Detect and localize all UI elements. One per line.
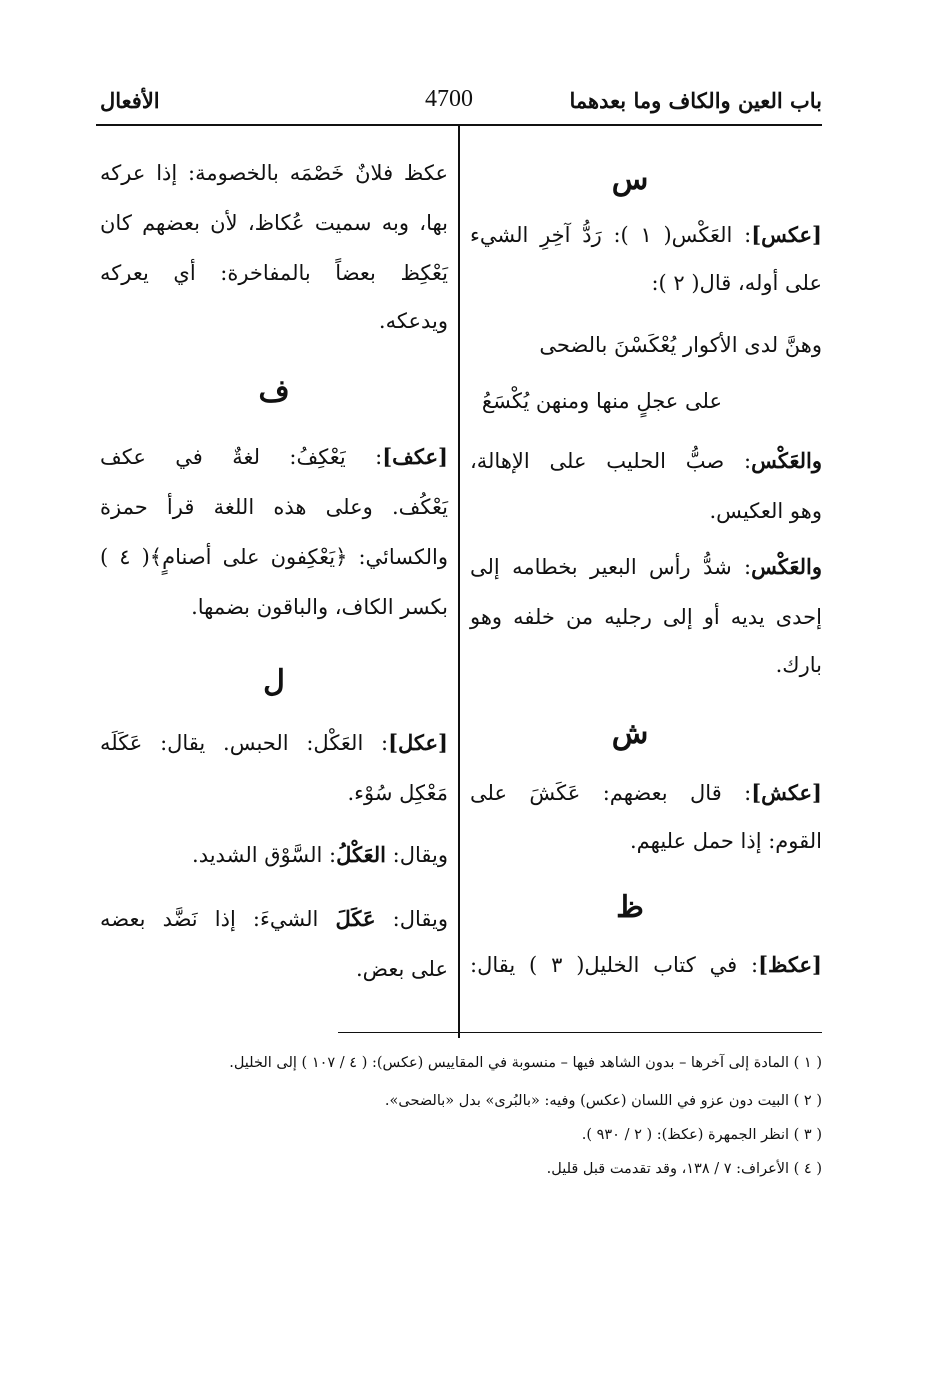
akz-cont-line3: يَعْكِظ بعضاً بالمفاخرة: أي يعركه	[100, 261, 448, 285]
def2-line1: والعَكْس: صبُّ الحليب على الإهالة،	[470, 448, 822, 473]
footnote-2: ( ٢ ) البيت دون عزو في اللسان (عكس) وفيه: «بالبُرى» بدل «بالضحى».	[384, 1093, 822, 1109]
entry-aks-line1: [عكس]: العَكْس( ١ ): رَدُّ آخِرِ الشيء	[470, 222, 822, 247]
entry-head-akl: [عكل]	[388, 730, 448, 755]
entry-aksh-line2: القوم: إذا حمل عليهم.	[629, 829, 822, 853]
entry-akf-line4: بكسر الكاف، والباقون بضمها.	[191, 595, 448, 619]
running-head-section: الأفعال	[100, 88, 160, 113]
def3-line3: بارك.	[775, 653, 822, 677]
page-number: 4700	[425, 86, 473, 112]
entry-head-aksh: [عكش]	[751, 780, 822, 805]
akz-cont-line4: ويدعكه.	[378, 309, 448, 333]
akl3-line2: على بعض.	[355, 957, 448, 981]
def3-line2: إحدى يديه أو إلى رجليه من خلفه وهو	[470, 605, 822, 629]
def2-line2: وهو العكيس.	[709, 499, 822, 523]
entry-akf-line1: [عكف]: يَعْكِفُ: لغةٌ في عكف	[100, 444, 448, 469]
entry-akz-line1: [عكظ]: في كتاب الخليل( ٣ ) يقال:	[470, 952, 822, 977]
letter-heading-sin: س	[611, 162, 649, 197]
entry-akl-line1: [عكل]: العَكْل: الحبس. يقال: عَكَلَه	[100, 730, 448, 755]
entry-head-akz: [عكظ]	[758, 952, 822, 977]
akl2-line: ويقال: العَكْلُ: السَّوْق الشديد.	[192, 842, 448, 867]
verse-line1: وهنَّ لدى الأكوار يُعْكَسْنَ بالضحى	[539, 333, 822, 357]
footnote-4: ( ٤ ) الأعراف: ٧ / ١٣٨، وقد تقدمت قبل قليل.	[546, 1161, 822, 1177]
entry-head-akf: [عكف]	[382, 444, 448, 469]
entry-akf-line2: يَعْكُف. وعلى هذه اللغة قرأ حمزة	[100, 495, 448, 519]
akz-cont-line1: عكظ فلانٌ خَصْمَه بالخصومة: إذا عركه	[100, 161, 448, 185]
def3-line1: والعَكْس: شدُّ رأس البعير بخطامه إلى	[470, 554, 822, 579]
entry-akf-line3: والكسائي: ﴿يَعْكِفون على أصنامٍ﴾( ٤ )	[100, 545, 448, 569]
running-head-chapter: باب العين والكاف وما بعدهما	[569, 88, 822, 113]
entry-head-aks: [عكس]	[751, 222, 822, 247]
footnote-3: ( ٣ ) انظر الجمهرة (عكظ): ( ٢ / ٩٣٠ ).	[581, 1127, 822, 1143]
letter-heading-shin: ش	[611, 716, 649, 751]
column-divider	[458, 126, 460, 1038]
entry-aksh-line1: [عكش]: قال بعضهم: عَكَشَ على	[470, 780, 822, 805]
akl3-line1: ويقال: عَكَلَ الشيءَ: إذا نَضَّد بعضه	[100, 906, 448, 931]
akz-cont-line2: بها، وبه سميت عُكاظ، لأن بعضهم كان	[100, 211, 448, 235]
entry-akl-line2: مَعْكِل سُوْء.	[347, 781, 448, 805]
footnote-rule	[338, 1032, 822, 1033]
letter-heading-lam: ل	[263, 664, 285, 699]
verse-line2: على عجلٍ منها ومنهن يُكْسَعُ	[481, 389, 722, 413]
entry-aks-line2: على أوله، قال( ٢ ):	[651, 271, 822, 295]
footnote-1: ( ١ ) المادة إلى آخرها – بدون الشاهد فيها – منسوبة في المقاييس (عكس): ( ٤ / ١٠٧ ) إلى الخليل.	[229, 1055, 822, 1071]
letter-heading-fa: ف	[258, 374, 290, 409]
letter-heading-za: ظ	[616, 890, 644, 925]
